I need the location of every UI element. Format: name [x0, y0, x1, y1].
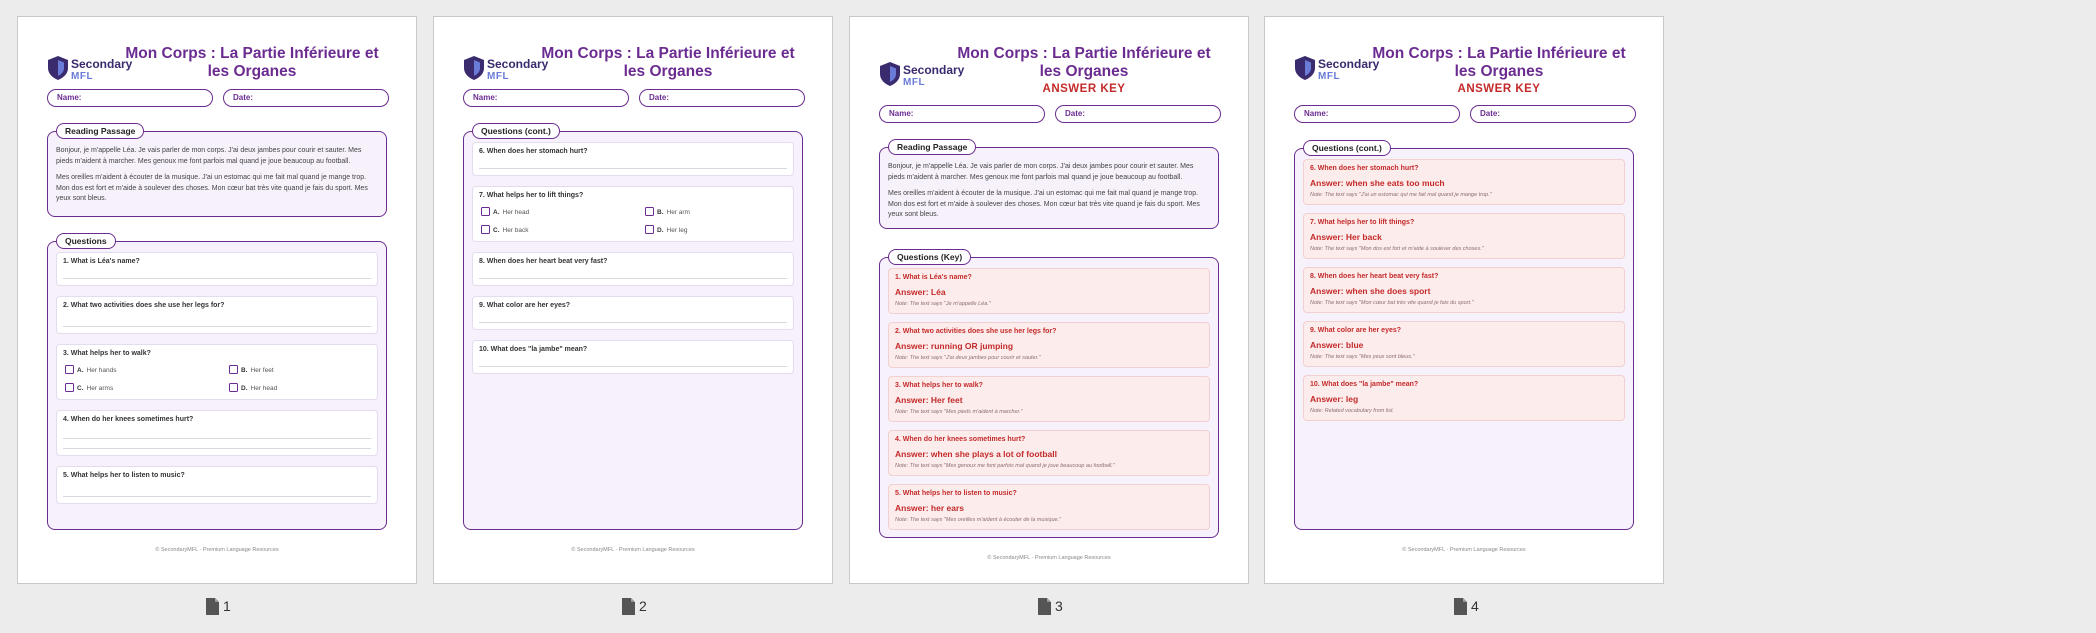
answer-key-label: ANSWER KEY [1042, 83, 1126, 95]
question-text: 5. What helps her to listen to music? [895, 490, 1017, 497]
question-card [472, 142, 794, 176]
document-icon [622, 598, 635, 615]
page-thumb-3[interactable] [1038, 597, 1078, 617]
question-text: 10. What does "la jambe" mean? [479, 346, 588, 353]
logo [879, 59, 965, 95]
checkbox-icon[interactable] [229, 383, 238, 392]
answer-text: Answer: Léa [895, 287, 946, 297]
logo-text: Secondary [71, 57, 133, 71]
answer-note: Note: The text says "Je m'appelle Léa." [895, 301, 991, 307]
logo-text: Secondary [1318, 57, 1380, 71]
questions-label: Questions [56, 233, 116, 249]
questions-key-cont-label: Questions (cont.) [1303, 140, 1391, 156]
option-a[interactable]: A. Her hands [65, 365, 117, 374]
answer-note: Note: The text says "Mes oreilles m'aident à écouter de la musique." [895, 517, 1062, 523]
page-3 [849, 16, 1249, 584]
checkbox-icon[interactable] [65, 383, 74, 392]
logo [47, 53, 133, 89]
answer-text: Answer: when she plays a lot of football [895, 449, 1057, 459]
option-a[interactable]: A. Her head [481, 207, 529, 216]
answer-note: Note: The text says "Mes yeux sont bleus." [1310, 354, 1415, 360]
answer-line[interactable] [479, 168, 787, 169]
reading-passage-box [879, 142, 1219, 229]
question-text: 2. What two activities does she use her legs for? [895, 328, 1057, 335]
shield-logo-icon [1294, 55, 1316, 81]
passage-paragraph: Mes oreilles m'aident à écouter de la musique. J'ai un estomac qui me fait mal quand je mange trop. Mon dos est fort et m'aide à soulever des choses. Mon cœur bat très vite quand je fais du sport. Mes yeux sont bleus. [888, 190, 1200, 218]
answer-line[interactable] [63, 496, 371, 497]
answer-text: Answer: blue [1310, 340, 1364, 350]
answer-line[interactable] [63, 438, 371, 439]
page-header [1294, 45, 1634, 95]
logo [1294, 53, 1380, 89]
passage-paragraph: Mes oreilles m'aident à écouter de la musique. J'ai un estomac qui me fait mal quand je mange trop. Mon dos est fort et m'aide à soulever des choses. Mon cœur bat très vite quand je fais du sport. Mes yeux sont bleus. [56, 174, 368, 202]
shield-logo-icon [47, 55, 69, 81]
reading-passage-text [888, 162, 1210, 227]
page-title: Mon Corps : La Partie Inférieure et les Organes [125, 45, 379, 80]
question-text: 4. When do her knees sometimes hurt? [895, 436, 1026, 443]
logo [463, 53, 549, 89]
answer-text: Answer: leg [1310, 394, 1359, 404]
answer-text: Answer: Her back [1310, 232, 1382, 242]
page-number: 2 [639, 598, 647, 614]
document-icon [1038, 598, 1051, 615]
question-text: 10. What does "la jambe" mean? [1310, 381, 1419, 388]
checkbox-icon[interactable] [481, 225, 490, 234]
checkbox-icon[interactable] [645, 207, 654, 216]
date-field[interactable]: Date: [639, 89, 805, 107]
answer-note: Note: The text says "J'ai deux jambes pour courir et sauter." [895, 355, 1041, 361]
shield-logo-icon [879, 61, 901, 87]
answer-text: Answer: running OR jumping [895, 341, 1014, 351]
date-field[interactable]: Date: [1470, 105, 1636, 123]
passage-paragraph: Bonjour, je m'appelle Léa. Je vais parler de mon corps. J'ai deux jambes pour courir et sauter. Mes pieds m'aident à marcher. Mes genoux me font parfois mal quand je joue beaucoup au football. [888, 163, 1194, 181]
name-field[interactable]: Name: [463, 89, 629, 107]
passage-paragraph: Bonjour, je m'appelle Léa. Je vais parler de mon corps. J'ai deux jambes pour courir et sauter. Mes pieds m'aident à marcher. Mes genoux me font parfois mal quand je joue beaucoup au football. [56, 147, 362, 165]
name-field[interactable]: Name: [1294, 105, 1460, 123]
page-1 [17, 16, 417, 584]
answer-line[interactable] [479, 278, 787, 279]
question-card [472, 296, 794, 330]
answer-card [888, 322, 1210, 368]
question-card [56, 252, 378, 286]
page-thumb-1[interactable] [206, 597, 246, 617]
checkbox-icon[interactable] [229, 365, 238, 374]
logo-text: Secondary [903, 63, 965, 77]
question-text: 8. When does her heart beat very fast? [1310, 273, 1439, 280]
answer-line[interactable] [63, 448, 371, 449]
page-number: 4 [1471, 598, 1479, 614]
shield-logo-icon [463, 55, 485, 81]
logo-subtext: MFL [71, 71, 94, 82]
answer-text: Answer: when she does sport [1310, 286, 1431, 296]
question-text: 7. What helps her to lift things? [479, 192, 584, 199]
question-text: 8. When does her heart beat very fast? [479, 258, 608, 265]
page-header [879, 45, 1219, 95]
question-text: 1. What is Léa's name? [63, 258, 140, 265]
answer-card [1303, 375, 1625, 421]
answer-line[interactable] [63, 326, 371, 327]
checkbox-icon[interactable] [65, 365, 74, 374]
answer-note: Note: The text says "Mes genoux me font parfois mal quand je joue beaucoup au football." [895, 463, 1115, 469]
logo-subtext: MFL [1318, 71, 1341, 82]
answer-card [1303, 213, 1625, 259]
page-footer: © SecondaryMFL · Premium Language Resources [1402, 547, 1526, 553]
question-text: 4. When do her knees sometimes hurt? [63, 416, 194, 423]
question-card [472, 252, 794, 286]
question-card [472, 340, 794, 374]
question-card [472, 186, 794, 242]
questions-key-box [879, 252, 1219, 538]
answer-card [1303, 267, 1625, 313]
answer-note: Note: The text says "Mon dos est fort et m'aide à soulever des choses." [1310, 246, 1484, 252]
question-text: 5. What helps her to listen to music? [63, 472, 185, 479]
question-text: 6. When does her stomach hurt? [479, 148, 588, 155]
reading-passage-box [47, 126, 387, 217]
question-text: 9. What color are her eyes? [1310, 327, 1402, 334]
question-text: 6. When does her stomach hurt? [1310, 165, 1419, 172]
question-text: 3. What helps her to walk? [895, 382, 983, 389]
answer-text: Answer: her ears [895, 503, 964, 513]
page-footer: © SecondaryMFL · Premium Language Resources [155, 547, 279, 553]
answer-line[interactable] [63, 278, 371, 279]
answer-line[interactable] [479, 366, 787, 367]
question-text: 2. What two activities does she use her legs for? [63, 302, 225, 309]
question-text: 9. What color are her eyes? [479, 302, 571, 309]
document-icon [1454, 598, 1467, 615]
question-card [56, 296, 378, 334]
checkbox-icon[interactable] [645, 225, 654, 234]
page-thumb-2[interactable] [622, 597, 662, 617]
checkbox-icon[interactable] [481, 207, 490, 216]
questions-cont-box [463, 126, 803, 530]
option-c[interactable]: C. Her back [481, 225, 529, 234]
logo-subtext: MFL [903, 77, 926, 88]
page-title: Mon Corps : La Partie Inférieure et les Organes [541, 45, 795, 80]
page-number: 1 [223, 598, 231, 614]
page-header [463, 45, 803, 95]
logo-text: Secondary [487, 57, 549, 71]
questions-cont-label: Questions (cont.) [472, 123, 560, 139]
page-2 [433, 16, 833, 584]
answer-card [888, 376, 1210, 422]
page-thumb-4[interactable] [1454, 597, 1494, 617]
answer-line[interactable] [479, 322, 787, 323]
answer-note: Note: The text says "Mes pieds m'aident à marcher." [895, 409, 1023, 415]
question-card [56, 344, 378, 400]
option-b[interactable]: B. Her feet [229, 365, 274, 374]
answer-text: Answer: Her feet [895, 395, 963, 405]
page-footer: © SecondaryMFL · Premium Language Resources [987, 555, 1111, 561]
page-4 [1264, 16, 1664, 584]
page-title: Mon Corps : La Partie Inférieure et les Organes [957, 45, 1211, 80]
reading-passage-label: Reading Passage [56, 123, 144, 139]
question-card [56, 410, 378, 456]
answer-text: Answer: when she eats too much [1310, 178, 1445, 188]
question-card [56, 466, 378, 504]
reading-passage-text [56, 146, 378, 211]
option-b[interactable]: B. Her arm [645, 207, 690, 216]
page-header [47, 45, 387, 95]
option-d[interactable]: D. Her leg [645, 225, 687, 234]
question-text: 1. What is Léa's name? [895, 274, 972, 281]
answer-card [888, 268, 1210, 314]
questions-box [47, 236, 387, 530]
answer-note: Note: The text says "Mon cœur bat très vite quand je fais du sport." [1310, 300, 1474, 306]
questions-key-label: Questions (Key) [888, 249, 971, 265]
page-number: 3 [1055, 598, 1063, 614]
question-text: 3. What helps her to walk? [63, 350, 151, 357]
question-text: 7. What helps her to lift things? [1310, 219, 1415, 226]
option-d[interactable]: D. Her head [229, 383, 277, 392]
answer-card [1303, 321, 1625, 367]
answer-card [888, 430, 1210, 476]
questions-key-cont-box [1294, 143, 1634, 530]
name-field[interactable]: Name: [47, 89, 213, 107]
page-footer: © SecondaryMFL · Premium Language Resources [571, 547, 695, 553]
answer-note: Note: Related vocabulary from list. [1310, 408, 1395, 414]
answer-card [888, 484, 1210, 530]
name-field[interactable]: Name: [879, 105, 1045, 123]
date-field[interactable]: Date: [1055, 105, 1221, 123]
page-title: Mon Corps : La Partie Inférieure et les Organes [1372, 45, 1626, 80]
reading-passage-label: Reading Passage [888, 139, 976, 155]
answer-key-label: ANSWER KEY [1457, 83, 1541, 95]
logo-subtext: MFL [487, 71, 510, 82]
date-field[interactable]: Date: [223, 89, 389, 107]
document-icon [206, 598, 219, 615]
answer-note: Note: The text says "J'ai un estomac qui me fait mal quand je mange trop." [1310, 192, 1492, 198]
option-c[interactable]: C. Her arms [65, 383, 113, 392]
answer-card [1303, 159, 1625, 205]
